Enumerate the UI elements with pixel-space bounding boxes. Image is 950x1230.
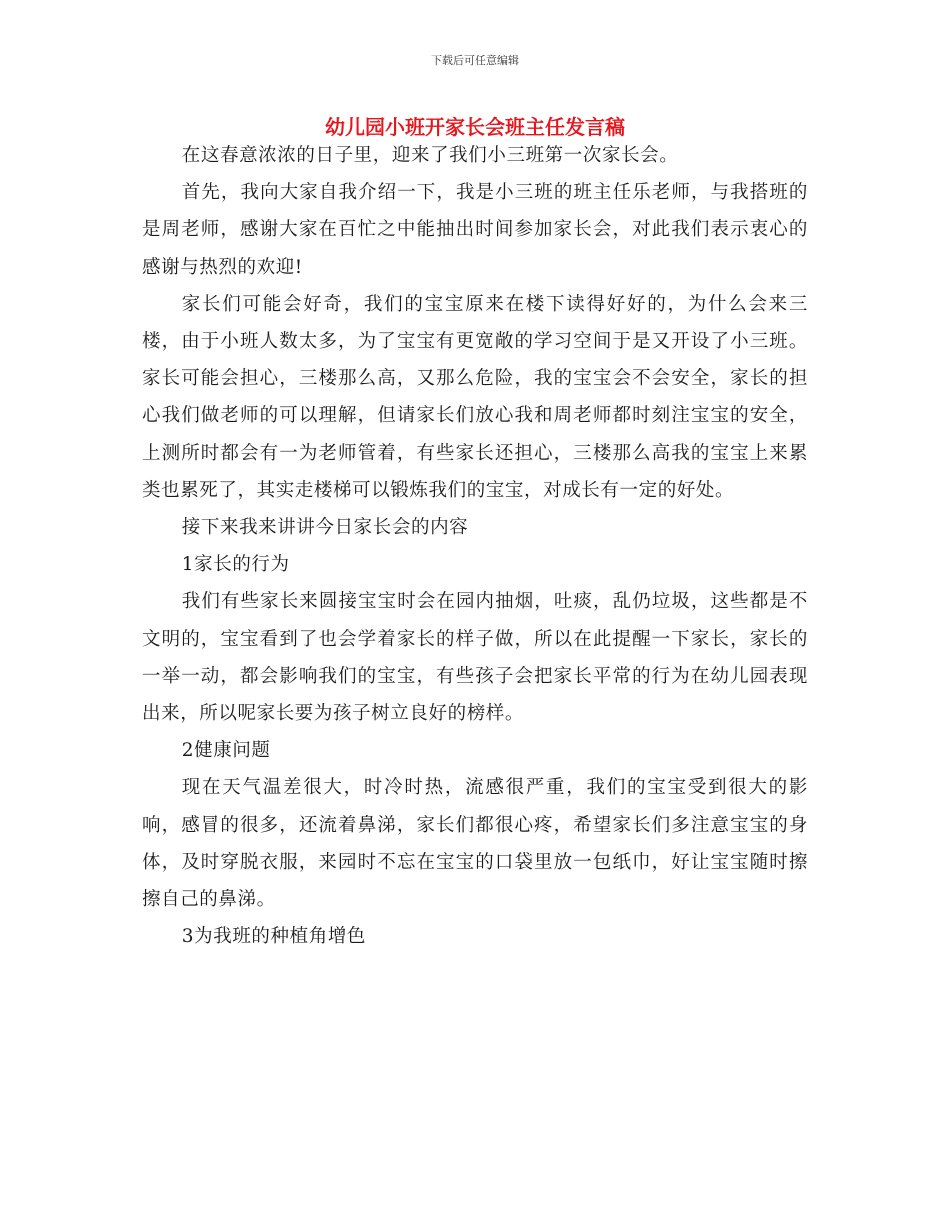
document-title: 幼儿园小班开家长会班主任发言稿 bbox=[325, 115, 625, 139]
section-heading: 3为我班的种植角增色 bbox=[181, 926, 367, 948]
paragraph: 现在天气温差很大，时冷时热，流感很严重，我们的宝宝受到很大的影响，感冒的很多，还流着鼻涕，家长们都很心疼，希望家长们多注意宝宝的身体，及时穿脱衣服，来园时不忘在宝宝的口袋里放一包纸巾，好让宝宝随时擦擦自己的鼻涕。 bbox=[142, 777, 808, 911]
section-heading: 1家长的行为 bbox=[181, 554, 290, 576]
header-note: 下载后可任意编辑 bbox=[431, 54, 519, 67]
section-heading: 2健康问题 bbox=[181, 740, 271, 762]
paragraph: 我们有些家长来圆接宝宝时会在园内抽烟，吐痰，乱仍垃圾，这些都是不文明的，宝宝看到了也会学着家长的样子做，所以在此提醒一下家长，家长的一举一动，都会影响我们的宝宝，有些孩子会把家长平常的行为在幼儿园表现出来，所以呢家长要为孩子树立良好的榜样。 bbox=[142, 591, 808, 725]
paragraph: 在这春意浓浓的日子里，迎来了我们小三班第一次家长会。 bbox=[181, 145, 679, 166]
document-body bbox=[142, 137, 808, 955]
paragraph: 首先，我向大家自我介绍一下，我是小三班的班主任乐老师，与我搭班的是周老师，感谢大家在百忙之中能抽出时间参加家长会，对此我们表示衷心的感谢与热烈的欢迎! bbox=[142, 182, 808, 278]
paragraph: 接下来我来讲讲今日家长会的内容 bbox=[181, 517, 469, 539]
paragraph: 家长们可能会好奇，我们的宝宝原来在楼下读得好好的，为什么会来三楼，由于小班人数太多，为了宝宝有更宽敞的学习空间于是又开设了小三班。家长可能会担心，三楼那么高，又那么危险，我的宝宝会不会安全，家长的担心我们做老师的可以理解，但请家长们放心我和周老师都时刻注宝宝的安全，上测所时都会有一为老师管着，有些家长还担心，三楼那么高我的宝宝上来累类也累死了，其实走楼梯可以锻炼我们的宝宝，对成长有一定的好处。 bbox=[142, 293, 808, 501]
